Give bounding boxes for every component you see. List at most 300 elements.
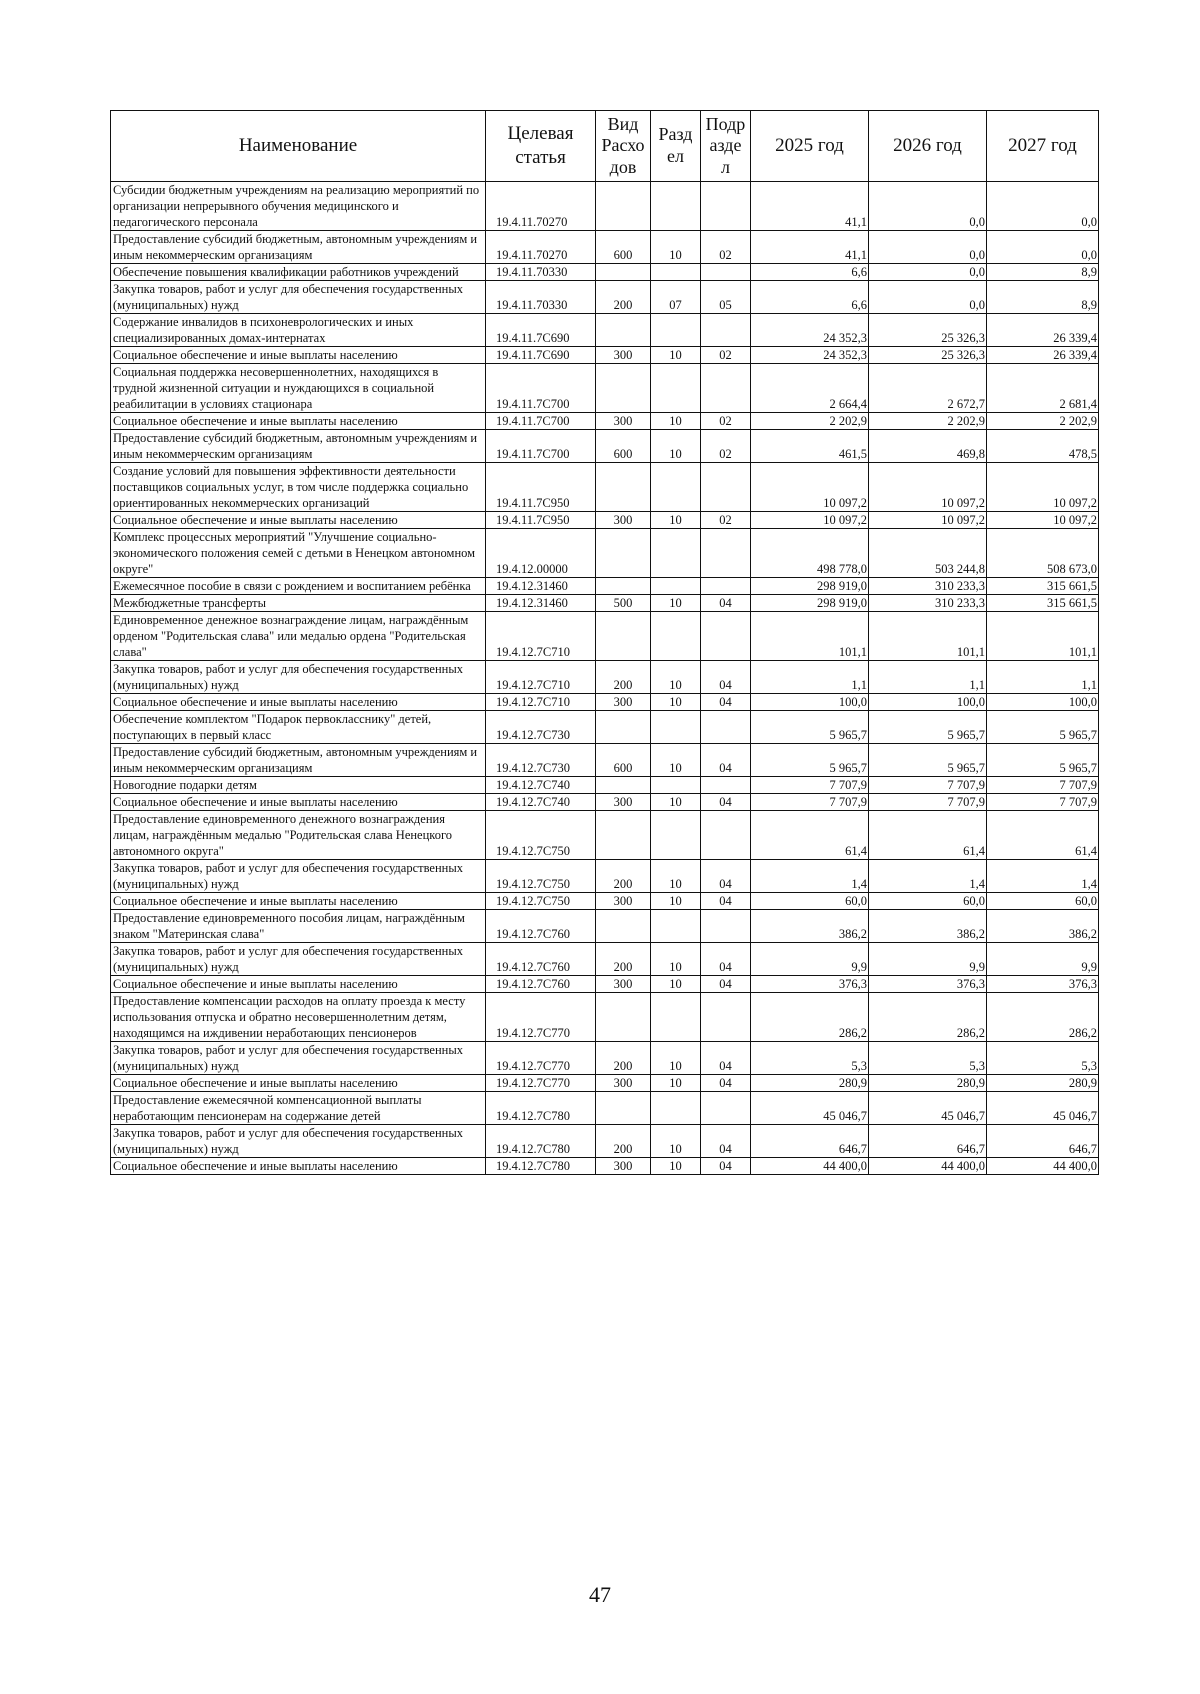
row-2025-cell: 7 707,9 xyxy=(751,794,869,811)
row-2026-cell: 2 202,9 xyxy=(869,413,987,430)
row-2025-cell: 24 352,3 xyxy=(751,314,869,347)
row-name-cell: Закупка товаров, работ и услуг для обеспечения государственных (муниципальных) нужд xyxy=(111,943,486,976)
row-vid-cell: 300 xyxy=(596,347,651,364)
row-code-cell: 19.4.12.7С760 xyxy=(486,910,596,943)
row-podr-cell: 02 xyxy=(701,347,751,364)
row-vid-cell xyxy=(596,578,651,595)
table-row xyxy=(111,976,1099,993)
table-row xyxy=(111,811,1099,860)
row-2025-cell: 6,6 xyxy=(751,281,869,314)
row-2026-cell: 310 233,3 xyxy=(869,578,987,595)
row-name-cell: Обеспечение повышения квалификации работников учреждений xyxy=(111,264,486,281)
row-podr-cell: 04 xyxy=(701,1158,751,1175)
row-2025-cell: 298 919,0 xyxy=(751,595,869,612)
row-code-cell: 19.4.12.7С710 xyxy=(486,661,596,694)
row-vid-cell: 300 xyxy=(596,794,651,811)
row-name-cell: Социальное обеспечение и иные выплаты населению xyxy=(111,694,486,711)
row-2025-cell: 1,4 xyxy=(751,860,869,893)
row-razd-cell: 10 xyxy=(651,744,701,777)
table-row xyxy=(111,661,1099,694)
row-code-cell: 19.4.12.7С750 xyxy=(486,811,596,860)
row-vid-cell: 600 xyxy=(596,430,651,463)
row-razd-cell: 10 xyxy=(651,1125,701,1158)
table-row xyxy=(111,1075,1099,1092)
row-code-cell: 19.4.11.7С700 xyxy=(486,413,596,430)
table-row xyxy=(111,943,1099,976)
row-razd-cell: 10 xyxy=(651,661,701,694)
row-2025-cell: 60,0 xyxy=(751,893,869,910)
table-row xyxy=(111,595,1099,612)
row-2026-cell: 503 244,8 xyxy=(869,529,987,578)
row-razd-cell: 10 xyxy=(651,893,701,910)
row-name-cell: Предоставление субсидий бюджетным, автономным учреждениям и иным некоммерческим организациям xyxy=(111,744,486,777)
row-2025-cell: 61,4 xyxy=(751,811,869,860)
row-2027-cell: 386,2 xyxy=(987,910,1099,943)
row-vid-cell: 600 xyxy=(596,231,651,264)
row-podr-cell xyxy=(701,364,751,413)
row-vid-cell xyxy=(596,993,651,1042)
row-name-cell: Закупка товаров, работ и услуг для обеспечения государственных (муниципальных) нужд xyxy=(111,1125,486,1158)
row-name-cell: Предоставление единовременного пособия лицам, награждённым знаком "Материнская слава" xyxy=(111,910,486,943)
row-2025-cell: 101,1 xyxy=(751,612,869,661)
row-name-cell: Социальное обеспечение и иные выплаты населению xyxy=(111,794,486,811)
row-2026-cell: 61,4 xyxy=(869,811,987,860)
table-row xyxy=(111,1092,1099,1125)
row-vid-cell xyxy=(596,529,651,578)
row-podr-cell xyxy=(701,182,751,231)
row-name-cell: Предоставление субсидий бюджетным, автономным учреждениям и иным некоммерческим организациям xyxy=(111,430,486,463)
row-code-cell: 19.4.12.7С740 xyxy=(486,794,596,811)
row-2027-cell: 1,4 xyxy=(987,860,1099,893)
row-2027-cell: 26 339,4 xyxy=(987,314,1099,347)
row-razd-cell: 10 xyxy=(651,1158,701,1175)
row-2025-cell: 386,2 xyxy=(751,910,869,943)
row-podr-cell: 04 xyxy=(701,1042,751,1075)
row-2026-cell: 44 400,0 xyxy=(869,1158,987,1175)
row-2025-cell: 45 046,7 xyxy=(751,1092,869,1125)
table-body xyxy=(111,182,1099,1175)
table-row xyxy=(111,1125,1099,1158)
row-code-cell: 19.4.12.7С750 xyxy=(486,893,596,910)
row-code-cell: 19.4.11.7С690 xyxy=(486,314,596,347)
row-podr-cell: 02 xyxy=(701,413,751,430)
row-podr-cell xyxy=(701,264,751,281)
row-podr-cell xyxy=(701,578,751,595)
row-podr-cell xyxy=(701,811,751,860)
row-2027-cell: 7 707,9 xyxy=(987,794,1099,811)
row-vid-cell: 200 xyxy=(596,661,651,694)
table-row xyxy=(111,777,1099,794)
table-row xyxy=(111,264,1099,281)
row-2025-cell: 1,1 xyxy=(751,661,869,694)
row-name-cell: Обеспечение комплектом "Подарок первокласснику" детей, поступающих в первый класс xyxy=(111,711,486,744)
row-razd-cell xyxy=(651,264,701,281)
row-name-cell: Социальное обеспечение и иные выплаты населению xyxy=(111,1075,486,1092)
row-2027-cell: 0,0 xyxy=(987,231,1099,264)
row-code-cell: 19.4.12.7С770 xyxy=(486,1042,596,1075)
row-code-cell: 19.4.12.7С730 xyxy=(486,711,596,744)
page-number: 47 xyxy=(589,1582,611,1607)
row-2026-cell: 469,8 xyxy=(869,430,987,463)
row-vid-cell: 600 xyxy=(596,744,651,777)
row-code-cell: 19.4.12.7С750 xyxy=(486,860,596,893)
row-vid-cell: 200 xyxy=(596,1125,651,1158)
row-podr-cell: 04 xyxy=(701,595,751,612)
row-razd-cell: 10 xyxy=(651,943,701,976)
table-row xyxy=(111,347,1099,364)
row-2027-cell: 2 202,9 xyxy=(987,413,1099,430)
row-razd-cell xyxy=(651,578,701,595)
row-razd-cell: 07 xyxy=(651,281,701,314)
row-vid-cell: 300 xyxy=(596,976,651,993)
row-2026-cell: 7 707,9 xyxy=(869,777,987,794)
row-podr-cell: 04 xyxy=(701,893,751,910)
header-podr: Подр азде л xyxy=(701,111,751,182)
header-target: Целевая статья xyxy=(486,111,596,182)
row-2025-cell: 9,9 xyxy=(751,943,869,976)
row-2027-cell: 8,9 xyxy=(987,264,1099,281)
row-vid-cell xyxy=(596,264,651,281)
row-vid-cell: 200 xyxy=(596,860,651,893)
row-2026-cell: 280,9 xyxy=(869,1075,987,1092)
row-2026-cell: 646,7 xyxy=(869,1125,987,1158)
row-2027-cell: 478,5 xyxy=(987,430,1099,463)
row-2027-cell: 44 400,0 xyxy=(987,1158,1099,1175)
row-podr-cell xyxy=(701,529,751,578)
row-2025-cell: 41,1 xyxy=(751,182,869,231)
row-2025-cell: 5,3 xyxy=(751,1042,869,1075)
table-row xyxy=(111,413,1099,430)
row-razd-cell: 10 xyxy=(651,976,701,993)
row-vid-cell xyxy=(596,910,651,943)
table-row xyxy=(111,314,1099,347)
row-vid-cell xyxy=(596,463,651,512)
row-2026-cell: 310 233,3 xyxy=(869,595,987,612)
row-2027-cell: 100,0 xyxy=(987,694,1099,711)
row-2026-cell: 7 707,9 xyxy=(869,794,987,811)
header-row xyxy=(111,111,1099,182)
row-2026-cell: 5 965,7 xyxy=(869,711,987,744)
header-2027: 2027 год xyxy=(987,111,1099,182)
row-podr-cell: 04 xyxy=(701,976,751,993)
row-code-cell: 19.4.12.7С740 xyxy=(486,777,596,794)
row-vid-cell xyxy=(596,811,651,860)
row-name-cell: Закупка товаров, работ и услуг для обеспечения государственных (муниципальных) нужд xyxy=(111,860,486,893)
row-code-cell: 19.4.11.70330 xyxy=(486,264,596,281)
row-podr-cell xyxy=(701,612,751,661)
row-2025-cell: 24 352,3 xyxy=(751,347,869,364)
row-2025-cell: 376,3 xyxy=(751,976,869,993)
row-2025-cell: 7 707,9 xyxy=(751,777,869,794)
row-podr-cell: 04 xyxy=(701,1075,751,1092)
row-podr-cell xyxy=(701,711,751,744)
row-podr-cell xyxy=(701,777,751,794)
row-name-cell: Предоставление субсидий бюджетным, автономным учреждениям и иным некоммерческим организациям xyxy=(111,231,486,264)
row-code-cell: 19.4.11.7С700 xyxy=(486,364,596,413)
row-code-cell: 19.4.12.7С710 xyxy=(486,694,596,711)
row-2027-cell: 101,1 xyxy=(987,612,1099,661)
row-2025-cell: 10 097,2 xyxy=(751,512,869,529)
row-code-cell: 19.4.12.7С770 xyxy=(486,993,596,1042)
row-2027-cell: 5,3 xyxy=(987,1042,1099,1075)
row-2027-cell: 2 681,4 xyxy=(987,364,1099,413)
row-razd-cell: 10 xyxy=(651,347,701,364)
row-podr-cell: 02 xyxy=(701,512,751,529)
row-2025-cell: 298 919,0 xyxy=(751,578,869,595)
row-razd-cell: 10 xyxy=(651,413,701,430)
row-razd-cell xyxy=(651,1092,701,1125)
row-podr-cell: 02 xyxy=(701,231,751,264)
row-razd-cell xyxy=(651,612,701,661)
table-row xyxy=(111,182,1099,231)
row-razd-cell: 10 xyxy=(651,512,701,529)
row-razd-cell xyxy=(651,811,701,860)
row-2026-cell: 9,9 xyxy=(869,943,987,976)
row-name-cell: Социальная поддержка несовершеннолетних, находящихся в трудной жизненной ситуации и нуждающихся в социальной реабилитации в условиях стационара xyxy=(111,364,486,413)
row-podr-cell xyxy=(701,993,751,1042)
row-razd-cell: 10 xyxy=(651,1075,701,1092)
row-2025-cell: 2 202,9 xyxy=(751,413,869,430)
row-2026-cell: 10 097,2 xyxy=(869,512,987,529)
row-2026-cell: 101,1 xyxy=(869,612,987,661)
row-name-cell: Закупка товаров, работ и услуг для обеспечения государственных (муниципальных) нужд xyxy=(111,1042,486,1075)
row-2026-cell: 60,0 xyxy=(869,893,987,910)
row-podr-cell: 04 xyxy=(701,943,751,976)
table-row xyxy=(111,744,1099,777)
row-2027-cell: 1,1 xyxy=(987,661,1099,694)
row-name-cell: Новогодние подарки детям xyxy=(111,777,486,794)
row-vid-cell xyxy=(596,612,651,661)
row-razd-cell xyxy=(651,314,701,347)
row-2027-cell: 9,9 xyxy=(987,943,1099,976)
row-name-cell: Социальное обеспечение и иные выплаты населению xyxy=(111,976,486,993)
row-vid-cell: 200 xyxy=(596,943,651,976)
row-vid-cell xyxy=(596,182,651,231)
row-vid-cell: 200 xyxy=(596,1042,651,1075)
row-podr-cell: 04 xyxy=(701,1125,751,1158)
row-vid-cell xyxy=(596,314,651,347)
row-2027-cell: 7 707,9 xyxy=(987,777,1099,794)
row-name-cell: Создание условий для повышения эффективности деятельности поставщиков социальных услуг, в том числе поддержка социально ориентированных некоммерческих организаций xyxy=(111,463,486,512)
row-2025-cell: 5 965,7 xyxy=(751,711,869,744)
row-2027-cell: 5 965,7 xyxy=(987,744,1099,777)
row-2027-cell: 45 046,7 xyxy=(987,1092,1099,1125)
row-code-cell: 19.4.11.70270 xyxy=(486,231,596,264)
row-2025-cell: 646,7 xyxy=(751,1125,869,1158)
row-vid-cell: 500 xyxy=(596,595,651,612)
row-razd-cell: 10 xyxy=(651,430,701,463)
row-podr-cell: 04 xyxy=(701,860,751,893)
table-row xyxy=(111,860,1099,893)
row-vid-cell: 300 xyxy=(596,694,651,711)
row-2027-cell: 508 673,0 xyxy=(987,529,1099,578)
row-podr-cell: 04 xyxy=(701,661,751,694)
row-2026-cell: 2 672,7 xyxy=(869,364,987,413)
row-vid-cell: 300 xyxy=(596,1075,651,1092)
row-code-cell: 19.4.11.70330 xyxy=(486,281,596,314)
table-row xyxy=(111,281,1099,314)
row-code-cell: 19.4.12.00000 xyxy=(486,529,596,578)
row-2027-cell: 60,0 xyxy=(987,893,1099,910)
row-code-cell: 19.4.11.7С950 xyxy=(486,463,596,512)
row-2027-cell: 61,4 xyxy=(987,811,1099,860)
row-2026-cell: 100,0 xyxy=(869,694,987,711)
row-2026-cell: 0,0 xyxy=(869,231,987,264)
table-row xyxy=(111,529,1099,578)
row-code-cell: 19.4.12.7С770 xyxy=(486,1075,596,1092)
row-razd-cell: 10 xyxy=(651,694,701,711)
row-code-cell: 19.4.11.7С690 xyxy=(486,347,596,364)
row-2026-cell: 5 965,7 xyxy=(869,744,987,777)
row-2026-cell: 25 326,3 xyxy=(869,314,987,347)
row-name-cell: Предоставление компенсации расходов на оплату проезда к месту использования отпуска и обратно несовершеннолетним детям, находящимся на иждивении неработающих пенсионеров xyxy=(111,993,486,1042)
row-code-cell: 19.4.12.7С760 xyxy=(486,943,596,976)
row-razd-cell: 10 xyxy=(651,794,701,811)
row-2025-cell: 10 097,2 xyxy=(751,463,869,512)
row-2027-cell: 10 097,2 xyxy=(987,463,1099,512)
row-name-cell: Социальное обеспечение и иные выплаты населению xyxy=(111,347,486,364)
row-name-cell: Ежемесячное пособие в связи с рождением и воспитанием ребёнка xyxy=(111,578,486,595)
row-podr-cell xyxy=(701,910,751,943)
row-vid-cell: 300 xyxy=(596,893,651,910)
row-2026-cell: 286,2 xyxy=(869,993,987,1042)
row-name-cell: Предоставление ежемесячной компенсационной выплаты неработающим пенсионерам на содержание детей xyxy=(111,1092,486,1125)
row-code-cell: 19.4.12.7С780 xyxy=(486,1158,596,1175)
row-2027-cell: 315 661,5 xyxy=(987,578,1099,595)
row-podr-cell: 04 xyxy=(701,744,751,777)
row-vid-cell: 300 xyxy=(596,1158,651,1175)
row-razd-cell xyxy=(651,529,701,578)
row-2026-cell: 386,2 xyxy=(869,910,987,943)
row-podr-cell xyxy=(701,1092,751,1125)
row-code-cell: 19.4.12.7С780 xyxy=(486,1125,596,1158)
row-vid-cell xyxy=(596,711,651,744)
row-name-cell: Содержание инвалидов в психоневрологических и иных специализированных домах-интернатах xyxy=(111,314,486,347)
row-name-cell: Закупка товаров, работ и услуг для обеспечения государственных (муниципальных) нужд xyxy=(111,281,486,314)
row-2026-cell: 376,3 xyxy=(869,976,987,993)
table-row xyxy=(111,578,1099,595)
table-row xyxy=(111,1042,1099,1075)
row-2027-cell: 286,2 xyxy=(987,993,1099,1042)
table-row xyxy=(111,512,1099,529)
row-2025-cell: 280,9 xyxy=(751,1075,869,1092)
row-2025-cell: 41,1 xyxy=(751,231,869,264)
row-2025-cell: 5 965,7 xyxy=(751,744,869,777)
row-name-cell: Социальное обеспечение и иные выплаты населению xyxy=(111,413,486,430)
row-2026-cell: 10 097,2 xyxy=(869,463,987,512)
row-code-cell: 19.4.12.7С760 xyxy=(486,976,596,993)
table-row xyxy=(111,893,1099,910)
row-2025-cell: 44 400,0 xyxy=(751,1158,869,1175)
row-2027-cell: 10 097,2 xyxy=(987,512,1099,529)
row-name-cell: Предоставление единовременного денежного вознаграждения лицам, награждённым медалью "Родительская слава Ненецкого автономного округа" xyxy=(111,811,486,860)
row-podr-cell xyxy=(701,463,751,512)
budget-table xyxy=(110,110,1099,1175)
row-razd-cell xyxy=(651,777,701,794)
row-name-cell: Комплекс процессных мероприятий "Улучшение социально-экономического положения семей с детьми в Ненецком автономном округе" xyxy=(111,529,486,578)
header-vid: Вид Расхо дов xyxy=(596,111,651,182)
row-podr-cell: 04 xyxy=(701,794,751,811)
table-row xyxy=(111,910,1099,943)
table-row xyxy=(111,794,1099,811)
row-2027-cell: 315 661,5 xyxy=(987,595,1099,612)
row-vid-cell xyxy=(596,777,651,794)
row-vid-cell xyxy=(596,1092,651,1125)
row-vid-cell: 300 xyxy=(596,413,651,430)
row-podr-cell: 05 xyxy=(701,281,751,314)
row-2027-cell: 0,0 xyxy=(987,182,1099,231)
row-2026-cell: 0,0 xyxy=(869,182,987,231)
table-row xyxy=(111,430,1099,463)
row-2026-cell: 1,4 xyxy=(869,860,987,893)
row-razd-cell: 10 xyxy=(651,595,701,612)
row-razd-cell xyxy=(651,364,701,413)
row-name-cell: Социальное обеспечение и иные выплаты населению xyxy=(111,512,486,529)
row-razd-cell xyxy=(651,711,701,744)
row-razd-cell: 10 xyxy=(651,860,701,893)
row-razd-cell: 10 xyxy=(651,1042,701,1075)
row-vid-cell xyxy=(596,364,651,413)
row-code-cell: 19.4.11.7С950 xyxy=(486,512,596,529)
row-razd-cell: 10 xyxy=(651,231,701,264)
row-2025-cell: 498 778,0 xyxy=(751,529,869,578)
row-2025-cell: 100,0 xyxy=(751,694,869,711)
row-code-cell: 19.4.11.7С700 xyxy=(486,430,596,463)
row-name-cell: Закупка товаров, работ и услуг для обеспечения государственных (муниципальных) нужд xyxy=(111,661,486,694)
row-code-cell: 19.4.11.70270 xyxy=(486,182,596,231)
row-2026-cell: 0,0 xyxy=(869,281,987,314)
row-razd-cell xyxy=(651,463,701,512)
header-2025: 2025 год xyxy=(751,111,869,182)
table-row xyxy=(111,993,1099,1042)
table-row xyxy=(111,231,1099,264)
row-name-cell: Межбюджетные трансферты xyxy=(111,595,486,612)
row-vid-cell: 300 xyxy=(596,512,651,529)
row-code-cell: 19.4.12.7С780 xyxy=(486,1092,596,1125)
row-razd-cell xyxy=(651,182,701,231)
row-podr-cell: 02 xyxy=(701,430,751,463)
table-row xyxy=(111,1158,1099,1175)
table-row xyxy=(111,694,1099,711)
table-row xyxy=(111,463,1099,512)
row-2026-cell: 25 326,3 xyxy=(869,347,987,364)
row-2025-cell: 286,2 xyxy=(751,993,869,1042)
row-vid-cell: 200 xyxy=(596,281,651,314)
table-row xyxy=(111,711,1099,744)
row-name-cell: Социальное обеспечение и иные выплаты населению xyxy=(111,893,486,910)
row-name-cell: Субсидии бюджетным учреждениям на реализацию мероприятий по организации непрерывного обучения медицинского и педагогического персонала xyxy=(111,182,486,231)
row-2026-cell: 5,3 xyxy=(869,1042,987,1075)
row-name-cell: Социальное обеспечение и иные выплаты населению xyxy=(111,1158,486,1175)
row-2027-cell: 5 965,7 xyxy=(987,711,1099,744)
row-2025-cell: 2 664,4 xyxy=(751,364,869,413)
row-2025-cell: 6,6 xyxy=(751,264,869,281)
row-name-cell: Единовременное денежное вознаграждение лицам, награждённым орденом "Родительская слава" или медалью ордена "Родительская слава" xyxy=(111,612,486,661)
table-row xyxy=(111,364,1099,413)
table-row xyxy=(111,612,1099,661)
row-2027-cell: 8,9 xyxy=(987,281,1099,314)
row-2027-cell: 646,7 xyxy=(987,1125,1099,1158)
row-code-cell: 19.4.12.31460 xyxy=(486,578,596,595)
row-2027-cell: 280,9 xyxy=(987,1075,1099,1092)
row-2027-cell: 376,3 xyxy=(987,976,1099,993)
row-2026-cell: 0,0 xyxy=(869,264,987,281)
row-podr-cell xyxy=(701,314,751,347)
row-2026-cell: 45 046,7 xyxy=(869,1092,987,1125)
row-code-cell: 19.4.12.7С710 xyxy=(486,612,596,661)
row-code-cell: 19.4.12.7С730 xyxy=(486,744,596,777)
header-name: Наименование xyxy=(111,111,486,182)
